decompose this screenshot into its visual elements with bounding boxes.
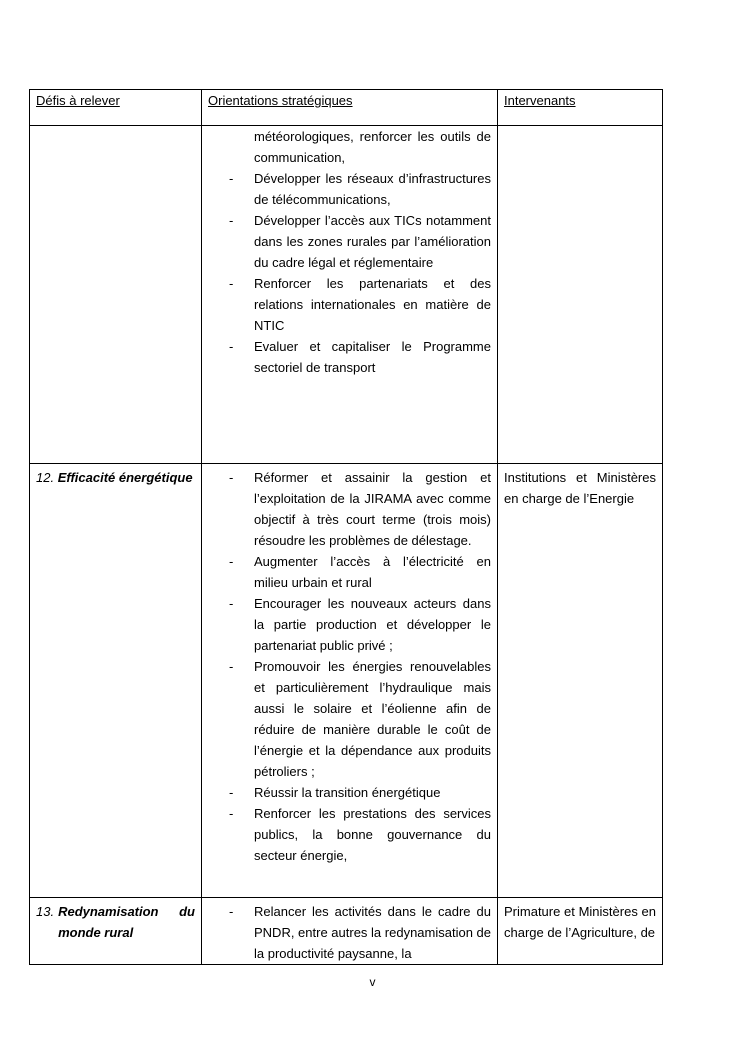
defi-title: 13. Redynamisation du monde rural — [36, 904, 195, 940]
orientations-cell — [202, 464, 498, 898]
list-item: - Augmenter l’accès à l’électricité en milieu urbain et rural — [229, 554, 491, 590]
list-item: météorologiques, renforcer les outils de communication, — [254, 129, 491, 165]
defi-cell — [30, 464, 202, 898]
table-row — [30, 126, 663, 464]
list-item: - Renforcer les partenariats et des relations internationales en matière de NTIC — [229, 276, 491, 333]
table-header-row — [30, 90, 663, 126]
list-item: - Evaluer et capitaliser le Programme sectoriel de transport — [229, 339, 491, 375]
defi-title: 12. Efficacité énergétique — [36, 470, 193, 485]
list-item: - Réformer et assainir la gestion et l’exploitation de la JIRAMA avec comme objectif à très court terme (trois mois) résoudre les problèmes de délestage. — [229, 470, 491, 548]
table-row — [30, 464, 663, 898]
list-item: - Relancer les activités dans le cadre du PNDR, entre autres la redynamisation de la productivité paysanne, la — [229, 904, 492, 961]
list-item: - Développer l’accès aux TICs notamment dans les zones rurales par l’amélioration du cadre légal et réglementaire — [229, 213, 491, 270]
orientations-cell — [202, 126, 498, 464]
header-orientations: Orientations stratégiques — [202, 90, 498, 126]
header-intervenants: Intervenants — [498, 90, 663, 126]
header-defis: Défis à relever — [30, 90, 202, 126]
orientations-list — [202, 464, 497, 866]
list-item: - Développer les réseaux d’infrastructures de télécommunications, — [229, 171, 491, 207]
intervenants-cell — [498, 126, 663, 464]
list-item: - Renforcer les prestations des services publics, la bonne gouvernance du secteur énergie, — [229, 806, 491, 863]
list-item: - Promouvoir les énergies renouvelables et particulièrement l’hydraulique mais aussi le solaire et l’éolienne afin de réduire de manière durable le coût de l’énergie et la dépendance aux produits pétroliers ; — [229, 659, 491, 779]
list-item: - Encourager les nouveaux acteurs dans la partie production et développer le partenariat public privé ; — [229, 596, 491, 653]
defi-cell — [30, 898, 202, 965]
orientations-list — [202, 898, 497, 964]
intervenants-cell: Primature et Ministères en charge de l’Agriculture, de — [498, 898, 663, 965]
orientations-cell — [202, 898, 498, 965]
list-item: - Réussir la transition énergétique — [229, 785, 441, 800]
defi-cell — [30, 126, 202, 464]
intervenants-cell: Institutions et Ministères en charge de l’Energie — [498, 464, 663, 898]
orientations-list — [202, 126, 497, 378]
table-row — [30, 898, 663, 965]
page-number: v — [369, 975, 376, 989]
strategy-table — [29, 89, 663, 965]
